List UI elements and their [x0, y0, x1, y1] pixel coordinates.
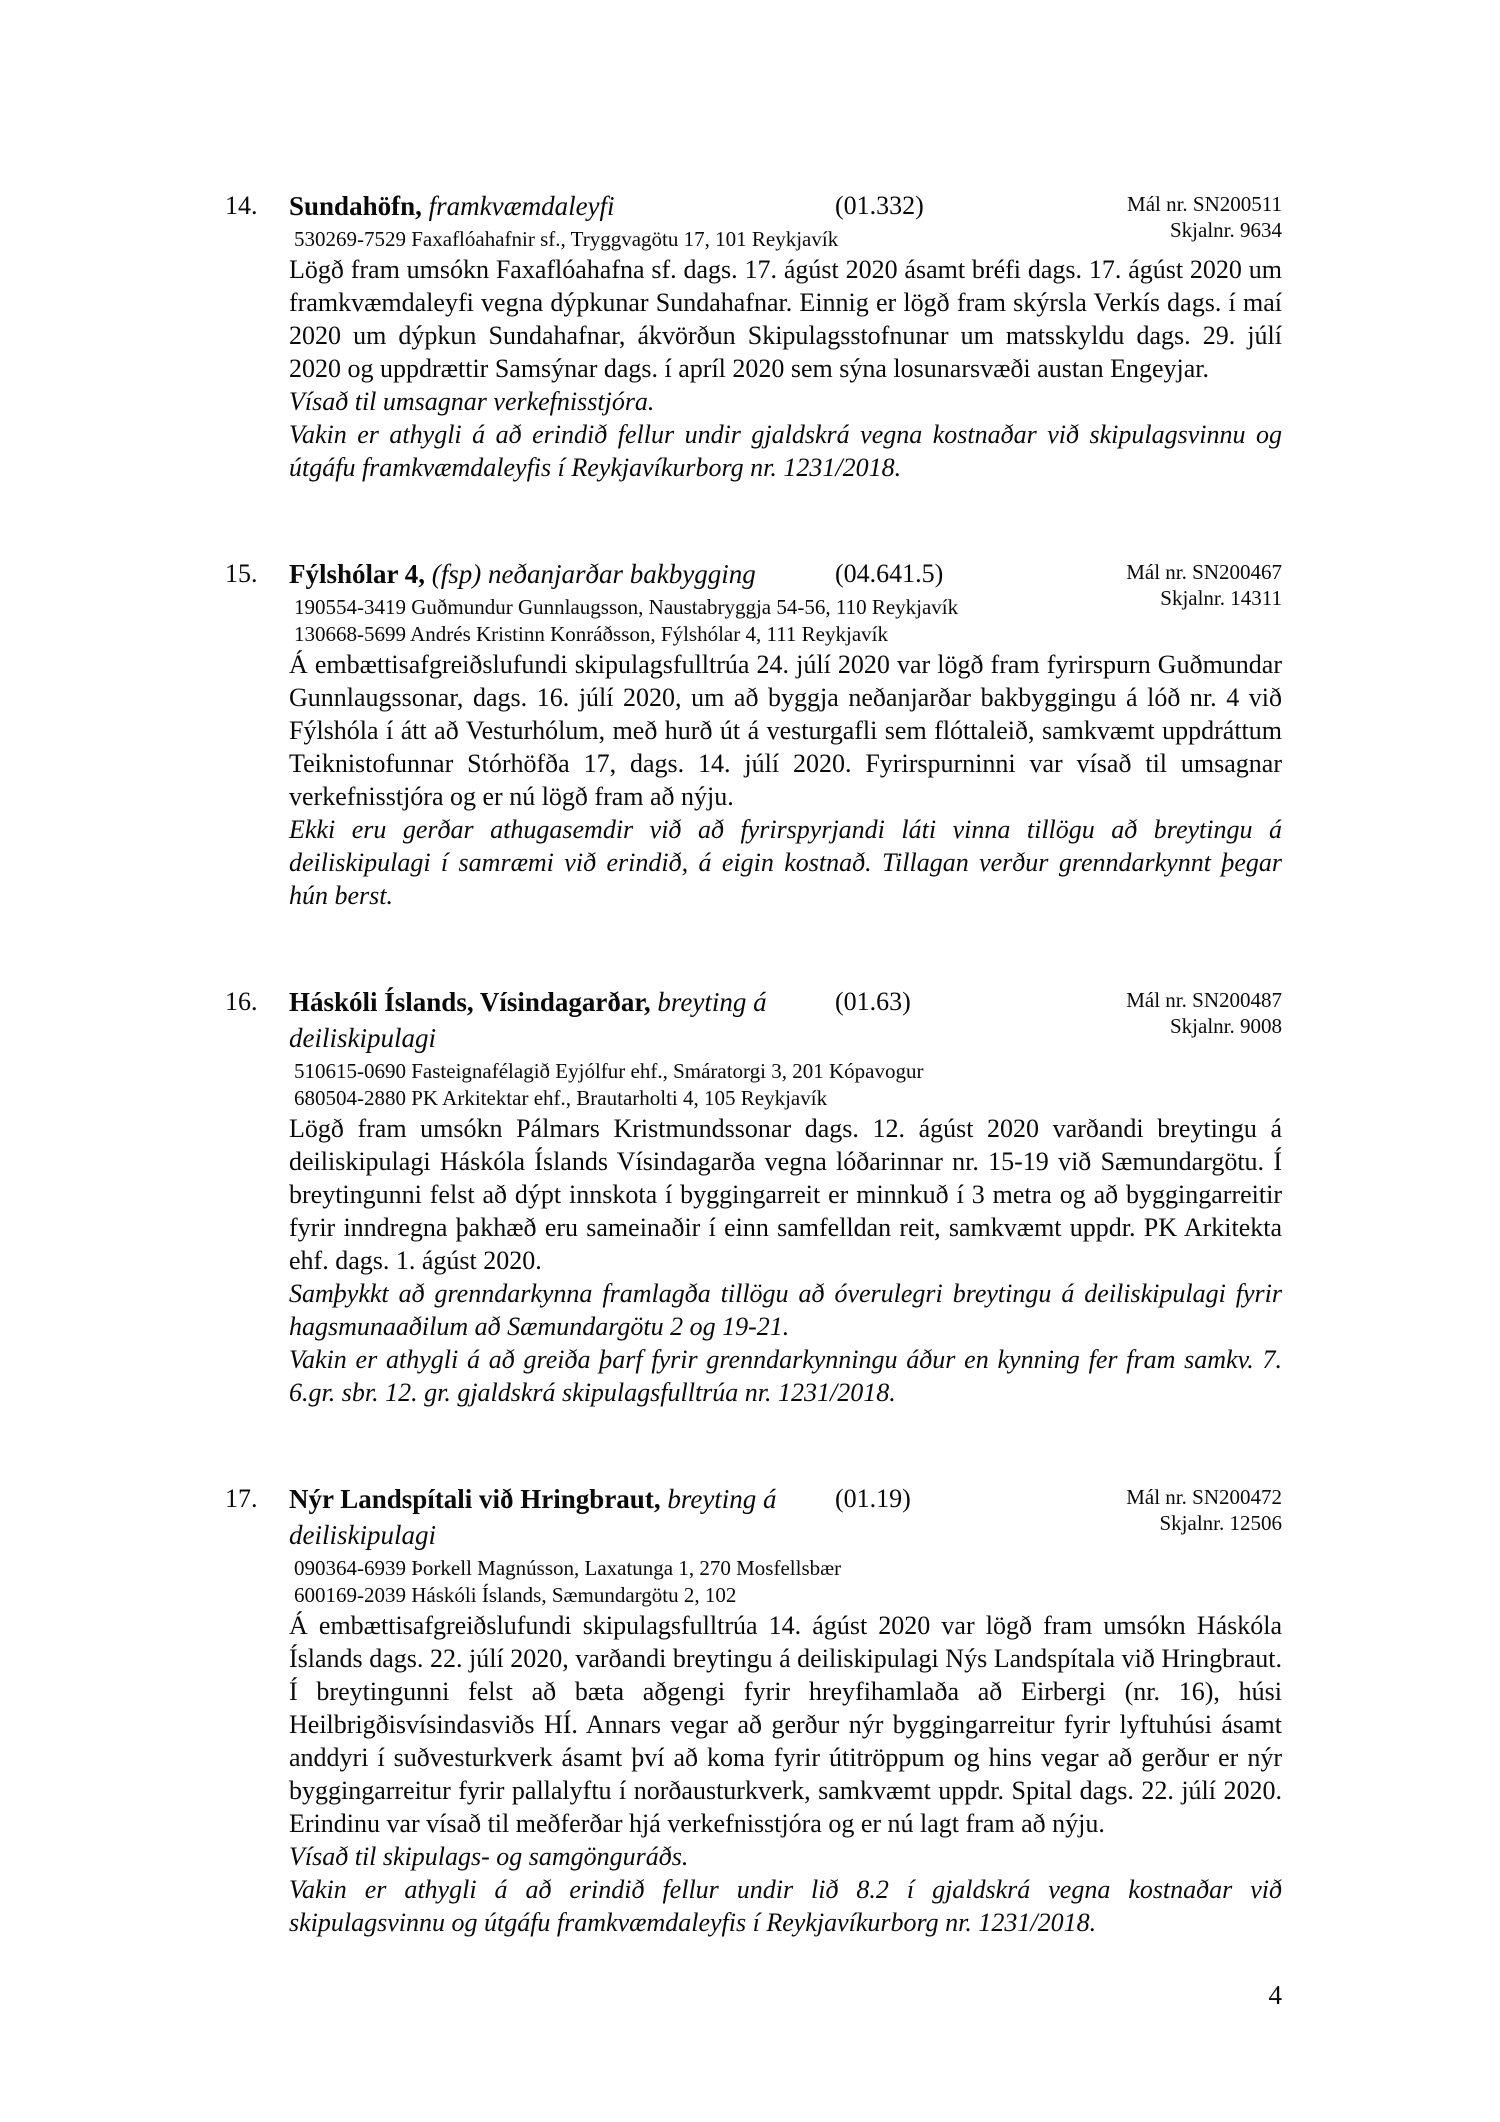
applicant-address: 600169-2039 Háskóli Íslands, Sæmundargötu 2, 102	[294, 1583, 737, 1607]
applicant-address: 510615-0690 Fasteignafélagið Eyjólfur ehf., Smáratorgi 3, 201 Kópavogur	[294, 1059, 924, 1083]
document-number: Skjalnr. 9008	[1169, 1014, 1282, 1038]
item-decision-note: Vakin er athygli á að erindið fellur undir lið 8.2 í gjaldskrá vegna kostnaðar við skipulagsvinnu og útgáfu framkvæmdaleyfis í Reykjavíkurborg nr. 1231/2018.	[289, 1875, 1282, 1937]
item-category-code: (01.19)	[835, 1484, 911, 1513]
agenda-item-16	[225, 984, 1282, 1409]
item-references	[1126, 559, 1282, 611]
applicant-address: 530269-7529 Faxaflóahafnir sf., Tryggvagötu 17, 101 Reykjavík	[294, 227, 839, 251]
case-number: Mál nr. SN200467	[1126, 560, 1282, 584]
item-title	[289, 984, 834, 1056]
item-decision: Vísað til umsagnar verkefnisstjóra.	[289, 387, 655, 416]
item-references	[1127, 191, 1282, 243]
item-content	[289, 984, 1282, 1409]
document-number: Skjalnr. 9634	[1169, 218, 1282, 242]
document-number: Skjalnr. 12506	[1159, 1511, 1282, 1535]
item-header	[289, 984, 1282, 1056]
item-number: 14.	[225, 191, 258, 220]
item-title-type: (fsp) neðanjarðar bakbygging	[425, 559, 756, 589]
case-number: Mál nr. SN200472	[1126, 1485, 1282, 1509]
item-title-name: Fýlshólar 4,	[289, 559, 426, 589]
item-decision: Samþykkt að grenndarkynna framlagða tillögu að óverulegri breytingu á deiliskipulagi fyrir hagsmunaaðilum að Sæmundargötu 2 og 19-21.	[289, 1279, 1282, 1341]
item-title	[289, 188, 834, 224]
item-body: Á embættisafgreiðslufundi skipulagsfulltrúa 14. ágúst 2020 var lögð fram umsókn Háskóla Íslands dags. 22. júlí 2020, varðandi breytingu á deiliskipulagi Nýs Landspítala við Hringbraut. Í breytingunni felst að bæta aðgengi fyrir hreyfihamlaða að Eirbergi (nr. 16), húsi Heilbrigðisvísindasviðs HÍ. Annars vegar að gerður nýr byggingarreitur fyrir lyftuhúsi ásamt anddyri í suðvesturkverk ásamt því að koma fyrir útitröppum og hins vegar að gerður er nýr byggingarreitur fyrir pallalyftu í norðausturkverk, samkvæmt uppdr. Spital dags. 22. júlí 2020. Erindinu var vísað til meðferðar hjá verkefnisstjóra og er nú lagt fram að nýju.	[289, 1611, 1282, 1838]
item-content	[289, 188, 1282, 484]
applicant-address: 130668-5699 Andrés Kristinn Konráðsson, Fýlshólar 4, 111 Reykjavík	[294, 622, 888, 646]
item-body: Lögð fram umsókn Pálmars Kristmundssonar dags. 12. ágúst 2020 varðandi breytingu á deiliskipulagi Háskóla Íslands Vísindagarða vegna lóðarinnar nr. 15-19 við Sæmundargötu. Í breytingunni felst að dýpt innskota í byggingarreit er minnkuð í 3 metra og að byggingarreitir fyrir inndregna þakhæð eru sameinaðir í einn samfelldan reit, samkvæmt uppdr. PK Arkitekta ehf. dags. 1. ágúst 2020.	[289, 1114, 1282, 1275]
item-body: Lögð fram umsókn Faxaflóahafna sf. dags. 17. ágúst 2020 ásamt bréfi dags. 17. ágúst 2020 um framkvæmdaleyfi vegna dýpkunar Sundahafnar. Einnig er lögð fram skýrsla Verkís dags. í maí 2020 um dýpkun Sundahafnar, ákvörðun Skipulagsstofnunar um matsskyldu dags. 29. júlí 2020 og uppdrættir Samsýnar dags. í apríl 2020 sem sýna losunarsvæði austan Engeyjar.	[289, 255, 1282, 383]
item-title-type: breyting á deiliskipulagi	[289, 1484, 777, 1550]
agenda-item-14	[225, 188, 1282, 484]
item-category-code: (04.641.5)	[835, 559, 944, 588]
applicant-address: 090364-6939 Þorkell Magnússon, Laxatunga 1, 270 Mosfellsbær	[294, 1556, 842, 1580]
case-number: Mál nr. SN200487	[1126, 988, 1282, 1012]
item-references	[1126, 1484, 1282, 1536]
item-title-type: breyting á deiliskipulagi	[289, 987, 767, 1053]
item-number: 17.	[225, 1484, 258, 1513]
item-number: 16.	[225, 987, 258, 1016]
item-decision: Vísað til skipulags- og samgönguráðs.	[289, 1842, 689, 1871]
agenda-item-15	[225, 556, 1282, 912]
item-title-name: Háskóli Íslands, Vísindagarðar,	[289, 987, 651, 1017]
item-number: 15.	[225, 559, 258, 588]
item-decision-note: Vakin er athygli á að erindið fellur undir gjaldskrá vegna kostnaðar við skipulagsvinnu og útgáfu framkvæmdaleyfis í Reykjavíkurborg nr. 1231/2018.	[289, 420, 1282, 482]
page-number: 4	[1268, 1980, 1282, 2010]
item-title-name: Nýr Landspítali við Hringbraut,	[289, 1484, 661, 1514]
item-title	[289, 556, 834, 592]
item-decision-note: Vakin er athygli á að greiða þarf fyrir grenndarkynningu áður en kynning fer fram samkv. 7. 6.gr. sbr. 12. gr. gjaldskrá skipulagsfulltrúa nr. 1231/2018.	[289, 1345, 1282, 1407]
case-number: Mál nr. SN200511	[1127, 192, 1282, 216]
item-category-code: (01.332)	[835, 191, 924, 220]
item-title	[289, 1481, 834, 1553]
item-title-type: framkvæmdaleyfi	[421, 191, 615, 221]
item-category-code: (01.63)	[835, 987, 911, 1016]
item-content	[289, 1481, 1282, 1939]
agenda-item-17	[225, 1481, 1282, 1939]
item-body: Á embættisafgreiðslufundi skipulagsfulltrúa 24. júlí 2020 var lögð fram fyrirspurn Guðmundar Gunnlaugssonar, dags. 16. júlí 2020, um að byggja neðanjarðar bakbyggingu á lóð nr. 4 við Fýlshóla í átt að Vesturhólum, með hurð út á vesturgafli sem flóttaleið, samkvæmt uppdráttum Teiknistofunnar Stórhöfða 17, dags. 14. júlí 2020. Fyrirspurninni var vísað til umsagnar verkefnisstjóra og er nú lögð fram að nýju.	[289, 650, 1282, 811]
item-references	[1126, 987, 1282, 1039]
item-decision: Ekki eru gerðar athugasemdir við að fyrirspyrjandi láti vinna tillögu að breytingu á deiliskipulagi í samræmi við erindið, á eigin kostnað. Tillagan verður grenndarkynnt þegar hún berst.	[289, 815, 1282, 910]
item-title-name: Sundahöfn,	[289, 191, 422, 221]
item-content	[289, 556, 1282, 912]
item-header	[289, 1481, 1282, 1553]
applicant-address: 190554-3419 Guðmundur Gunnlaugsson, Naustabryggja 54-56, 110 Reykjavík	[294, 595, 959, 619]
applicant-address: 680504-2880 PK Arkitektar ehf., Brautarholti 4, 105 Reykjavík	[294, 1086, 828, 1110]
document-number: Skjalnr. 14311	[1160, 586, 1282, 610]
